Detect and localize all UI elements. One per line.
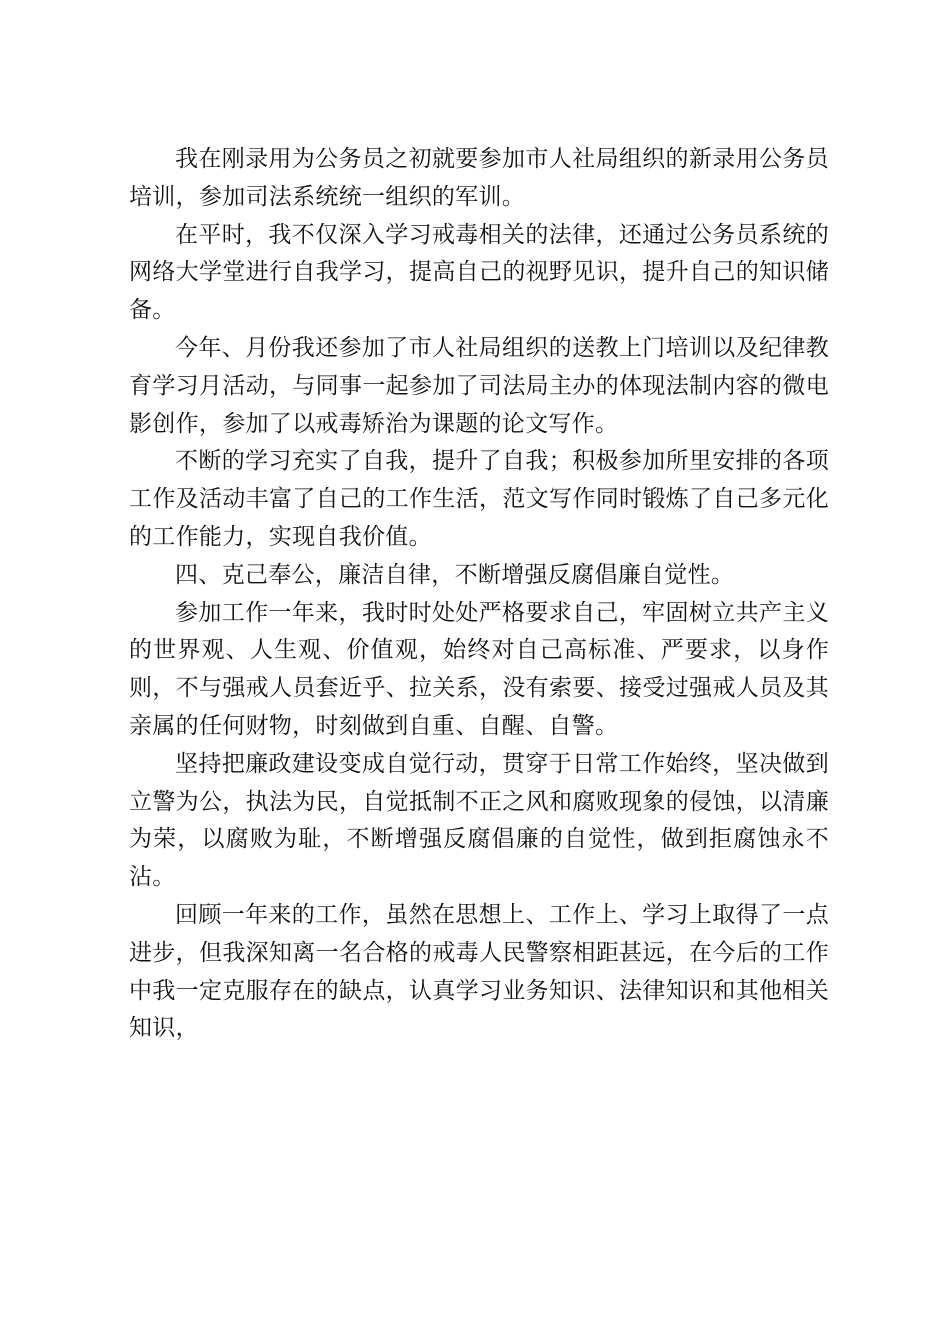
paragraph-activities: 今年、月份我还参加了市人社局组织的送教上门培训以及纪律教育学习月活动，与同事一起参加了司法局主办的体现法制内容的微电影创作，参加了以戒毒矫治为课题的论文写作。 <box>129 334 829 437</box>
section-heading-integrity: 四、克己奉公，廉洁自律，不断增强反腐倡廉自觉性。 <box>175 561 735 588</box>
paragraph-training: 我在刚录用为公务员之初就要参加市人社局组织的新录用公务员培训，参加司法系统统一组织的军训。 <box>129 146 829 210</box>
paragraph-self-improvement: 不断的学习充实了自我，提升了自我；积极参加所里安排的各项工作及活动丰富了自己的工作生活，范文写作同时锻炼了自己多元化的工作能力，实现自我价值。 <box>129 448 829 550</box>
paragraph-review: 回顾一年来的工作，虽然在思想上、工作上、学习上取得了一点进步，但我深知离一名合格的戒毒人民警察相距甚远，在今后的工作中我一定克服存在的缺点，认真学习业务知识、法律知识和其他相关知识， <box>129 901 829 1042</box>
paragraph-self-study: 在平时，我不仅深入学习戒毒相关的法律，还通过公务员系统的网络大学堂进行自我学习，提高自己的视野见识，提升自己的知识储备。 <box>129 221 829 324</box>
document-body <box>129 141 829 1048</box>
paragraph-self-discipline: 参加工作一年来，我时时处处严格要求自己，牢固树立共产主义的世界观、人生观、价值观，始终对自己高标准、严要求，以身作则，不与强戒人员套近乎、拉关系，没有索要、接受过强戒人员及其亲属的任何财物，时刻做到自重、自醒、自警。 <box>129 599 829 739</box>
paragraph-anti-corruption: 坚持把廉政建设变成自觉行动，贯穿于日常工作始终，坚决做到立警为公，执法为民，自觉抵制不正之风和腐败现象的侵蚀，以清廉为荣，以腐败为耻，不断增强反腐倡廉的自觉性，做到拒腐蚀永不沾。 <box>129 750 829 891</box>
